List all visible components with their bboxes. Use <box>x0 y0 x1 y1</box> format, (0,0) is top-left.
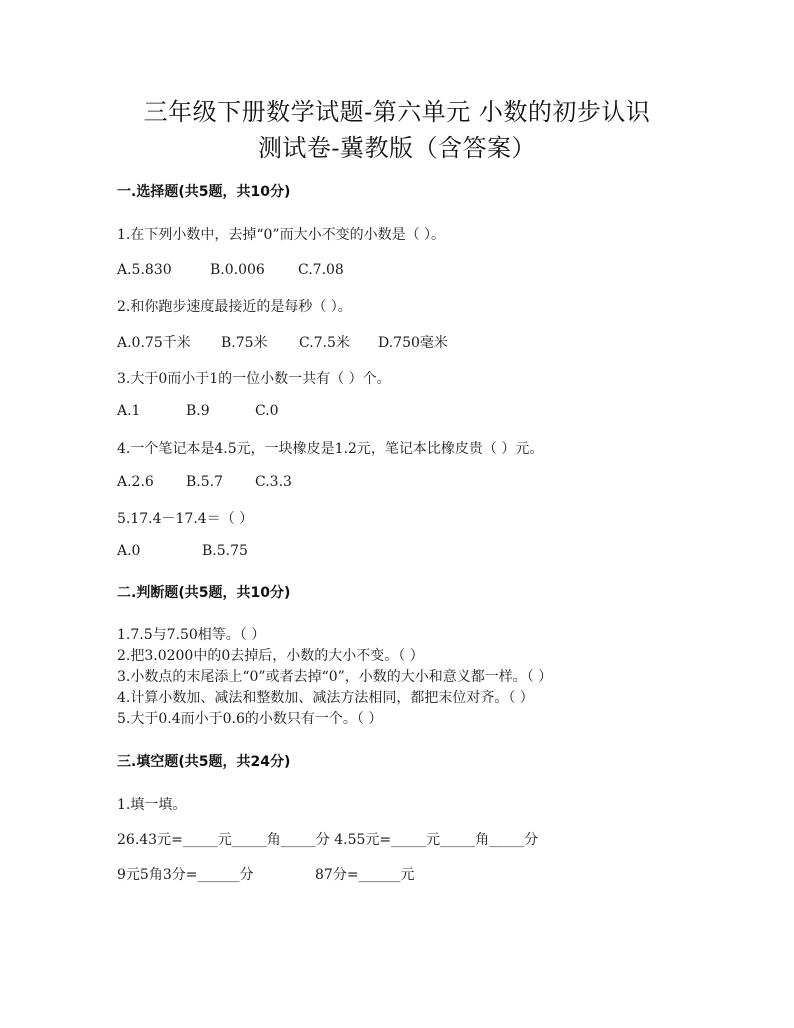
worksheet-title-line1: 三年级下册数学试题-第六单元 小数的初步认识 <box>143 98 651 126</box>
option-d: D.750毫米 <box>378 335 448 351</box>
choice-question-2: 2.和你跑步速度最接近的是每秒（ ）。 <box>117 299 352 315</box>
choice-options-5 <box>117 543 248 559</box>
choice-question-5: 5.17.4－17.4＝（ ） <box>117 511 254 527</box>
option-a: A.5.830 <box>117 262 172 278</box>
fill-row-2 <box>117 864 415 884</box>
option-c: C.7.5米 <box>299 335 350 351</box>
option-c: C.7.08 <box>298 262 344 278</box>
fill-item-yuan-to-fen: 9元5角3分=______分 <box>117 867 254 883</box>
choice-options-4 <box>117 474 292 490</box>
choice-options-1 <box>117 262 344 278</box>
judge-question-3: 3.小数点的末尾添上“0”或者去掉“0”，小数的大小和意义都一样。（ ） <box>117 669 553 685</box>
section-heading-fill: 三.填空题(共5题，共24分) <box>117 754 291 770</box>
choice-options-3 <box>117 403 279 419</box>
judge-question-2: 2.把3.0200中的0去掉后，小数的大小不变。（ ） <box>117 648 424 664</box>
worksheet-title-line2: 测试卷-冀教版（含答案） <box>257 134 537 162</box>
choice-options-2 <box>117 332 448 352</box>
choice-question-1: 1.在下列小数中，去掉“0”而大小不变的小数是（ ）。 <box>117 227 446 243</box>
fill-question-1: 1.填一填。 <box>117 797 187 813</box>
section-heading-judge: 二.判断题(共5题，共10分) <box>117 585 291 601</box>
option-b: B.5.7 <box>186 474 224 490</box>
option-b: B.5.75 <box>202 543 248 559</box>
fill-item-fen-to-yuan: 87分=______元 <box>315 867 415 883</box>
choice-question-3: 3.大于0而小于1的一位小数一共有（ ）个。 <box>117 371 391 387</box>
option-a: A.0 <box>117 543 141 559</box>
option-c: C.0 <box>255 403 279 419</box>
judge-question-4: 4.计算小数加、减法和整数加、减法方法相同，都把末位对齐。（ ） <box>117 690 534 706</box>
option-a: A.1 <box>117 403 141 419</box>
option-a: A.0.75千米 <box>117 335 191 351</box>
judge-question-1: 1.7.5与7.50相等。（ ） <box>117 627 266 643</box>
option-a: A.2.6 <box>117 474 154 490</box>
option-b: B.75米 <box>221 335 268 351</box>
choice-question-4: 4.一个笔记本是4.5元，一块橡皮是1.2元，笔记本比橡皮贵（ ）元。 <box>117 441 544 457</box>
option-b: B.9 <box>186 403 210 419</box>
section-heading-choice: 一.选择题(共5题，共10分) <box>117 184 291 200</box>
option-c: C.3.3 <box>255 474 292 490</box>
option-b: B.0.006 <box>210 262 265 278</box>
judge-question-5: 5.大于0.4而小于0.6的小数只有一个。（ ） <box>117 711 383 727</box>
fill-row-1: 26.43元=_____元_____角_____分 4.55元=_____元_____角_____分 <box>117 832 539 848</box>
